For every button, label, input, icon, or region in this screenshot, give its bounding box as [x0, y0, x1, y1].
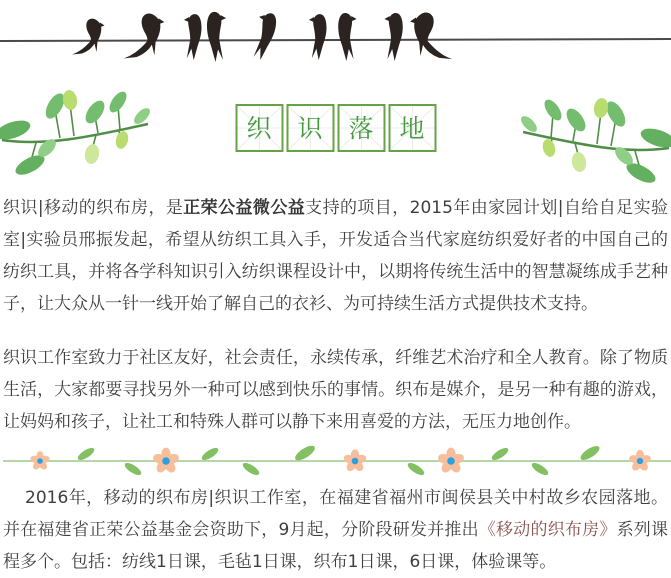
paragraph-intro: [3, 192, 668, 320]
swallow-icon: [207, 12, 226, 62]
swallow-icon: [338, 13, 356, 61]
wire: [0, 39, 671, 41]
swallow-icon: [384, 13, 402, 61]
paragraph-courses: [3, 482, 668, 578]
title-char: 识: [297, 113, 323, 143]
title-grid-box: [388, 104, 436, 152]
title-char: 地: [399, 113, 425, 143]
title-grid-box: [235, 104, 283, 152]
title-decor-row: [0, 88, 671, 180]
swallow-icon: [72, 19, 105, 55]
swallow-icon: [250, 11, 278, 62]
leaf-branch-icon: [519, 96, 671, 186]
article-body: [0, 192, 671, 578]
swallow-icon: [124, 13, 165, 58]
flower-icon: [152, 448, 180, 475]
flower-icon: [628, 450, 652, 473]
swallow-icon: [410, 12, 452, 59]
flower-icon: [29, 451, 50, 471]
p3-part1: 2016年，移动的织布房|织识工作室，在福建省福州市闽侯县关中村故乡农园落地。并在福建省正荣公益基金会资助下，9月起，分阶段研发并推出: [3, 488, 668, 540]
flower-leaf-divider-icon: [3, 444, 671, 478]
article-page: [0, 2, 671, 572]
p2-text: 织识工作室致力于社区友好，社会责任，永续传承，纤维艺术治疗和全人教育。除了物质生活，大家都要寻找另外一种可以感到快乐的事情。织布是媒介，是另一种有趣的游戏，让妈妈和孩子，让社工和特殊人群可以静下来用喜爱的方法，无压力地创作。: [3, 348, 668, 432]
title-grid-box: [337, 104, 385, 152]
swallow-icon: [184, 14, 202, 60]
p1-bold-org-name: 正荣公益微公益: [183, 198, 306, 218]
paragraph-mission: [3, 342, 668, 438]
leaf-branch-icon: [0, 88, 152, 178]
p3-part2: 系列课程多个。包括：纺线1日课，毛毡1日课，织布1日课，6日课，体验课等。: [3, 520, 669, 572]
swallow-icon: [309, 14, 327, 60]
title-char: 落: [348, 113, 374, 143]
title-grid-box: [286, 104, 334, 152]
p1-suffix: 支持的项目，2015年由家园计划|自给自足实验室|实验员邢振发起，希望从纺织工具入手，开发适合当代家庭纺织爱好者的中国自己的纺织工具，并将各学科知识引入纺织课程设计中，以期将传统生活中的智慧凝练成手艺种子，让大众从一针一线开始了解自己的衣衫、为可持续生活方式提供技术支持。: [3, 198, 668, 314]
p3-highlight-book-title: 《移动的织布房》: [478, 520, 617, 540]
page-title: [235, 104, 436, 152]
p1-prefix: 织识|移动的织布房，是: [3, 198, 184, 218]
flower-icon: [343, 449, 368, 473]
title-char: 织: [246, 113, 272, 143]
flower-icon: [437, 448, 465, 475]
swallows-on-wire-icon: [0, 2, 671, 74]
